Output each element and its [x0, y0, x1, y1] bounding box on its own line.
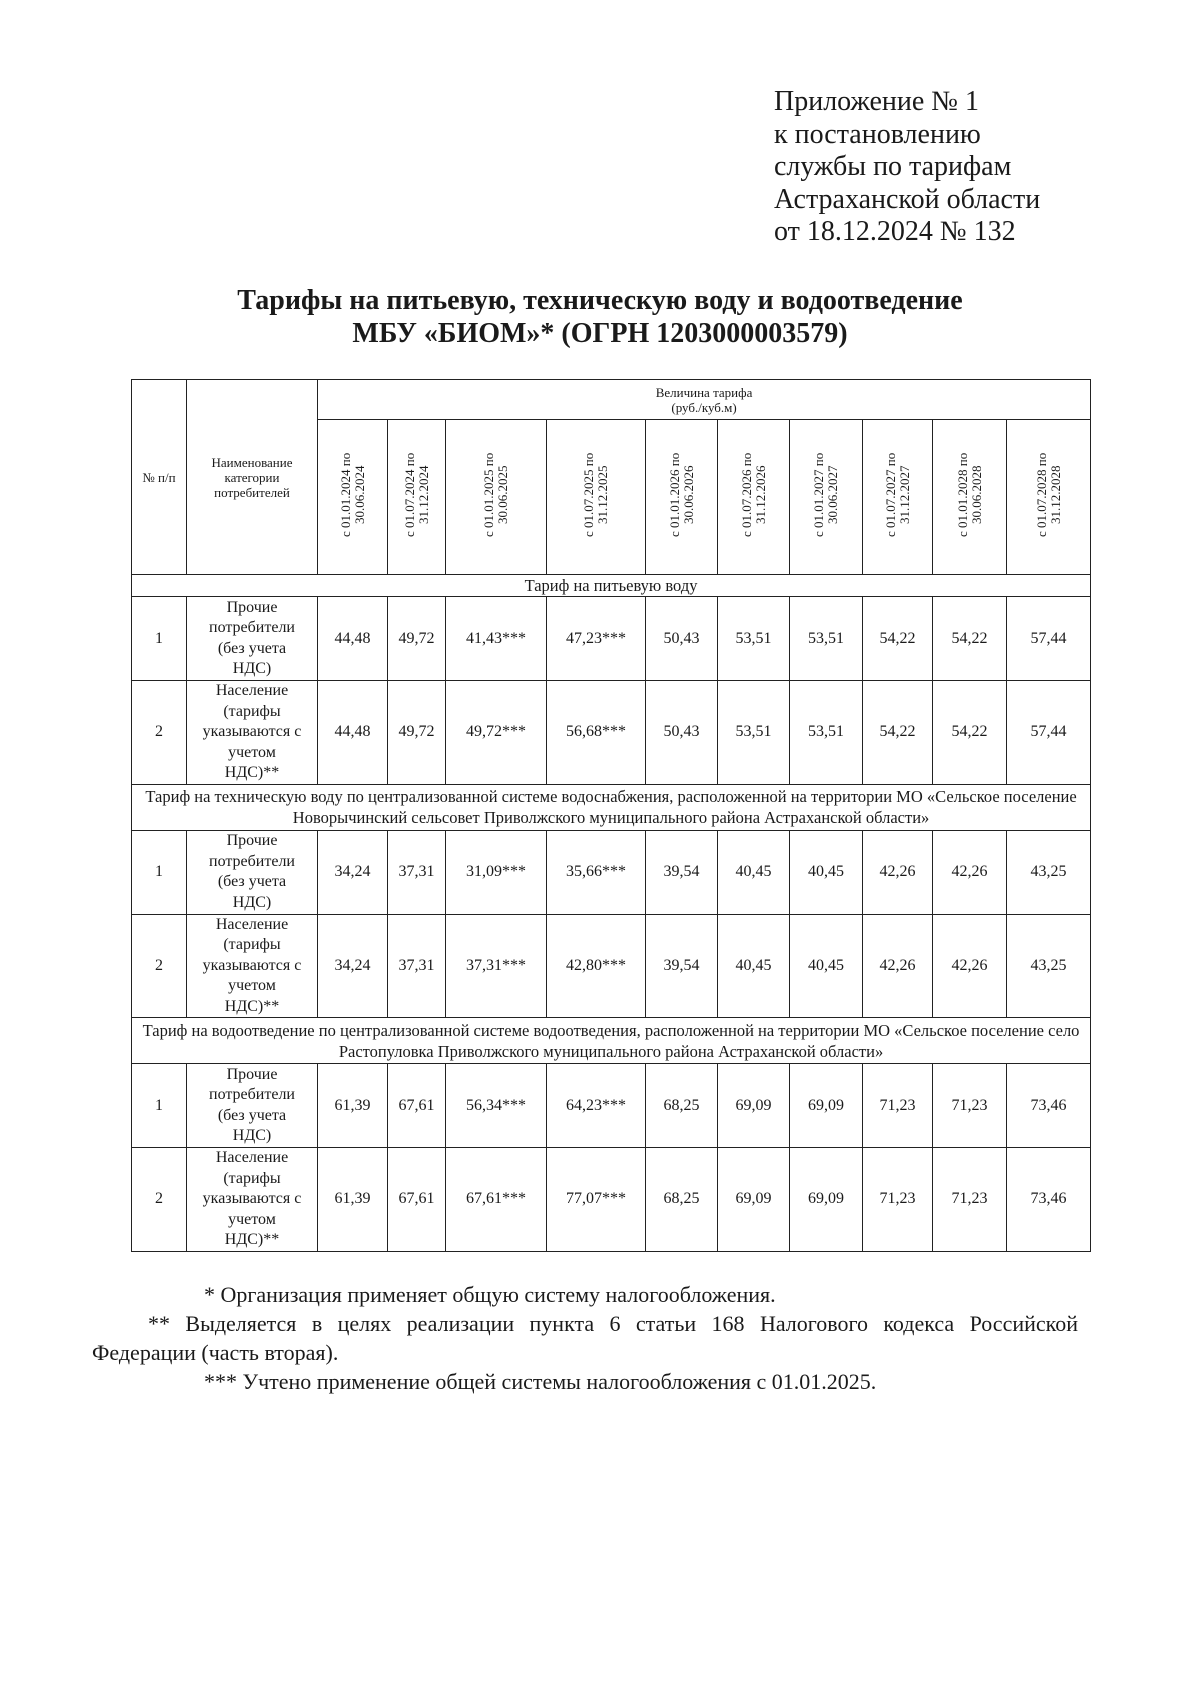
tariff-value: 71,23: [863, 1148, 933, 1252]
tariff-value: 39,54: [646, 830, 718, 914]
tariff-value: 31,09***: [446, 830, 547, 914]
annex-block: [774, 86, 1154, 249]
section-title: Тариф на питьевую воду: [132, 575, 1091, 597]
tariff-value: 43,25: [1007, 914, 1091, 1018]
tariff-value: 69,09: [790, 1148, 863, 1252]
period-label: с 01.07.2025 по 31.12.2025: [581, 452, 610, 537]
tariff-value: 67,61: [388, 1064, 446, 1148]
tariff-value: 54,22: [933, 597, 1007, 681]
row-category: [187, 681, 318, 785]
period-label: с 01.07.2026 по 31.12.2026: [738, 452, 768, 537]
table-row: [132, 597, 1091, 681]
tariff-value: 40,45: [790, 914, 863, 1018]
section-header-row: [132, 575, 1091, 597]
period-header: [1007, 420, 1091, 575]
tariff-value: 71,23: [933, 1064, 1007, 1148]
row-number: 2: [132, 681, 187, 785]
tariff-value: 56,34***: [446, 1064, 547, 1148]
tariff-value: 68,25: [646, 1148, 718, 1252]
tariff-value: 71,23: [933, 1148, 1007, 1252]
category-text: Прочие потребители (без учета НДС): [209, 1065, 295, 1144]
tariff-value: 40,45: [790, 830, 863, 914]
tariff-value: 54,22: [863, 681, 933, 785]
tariff-value: 69,09: [718, 1148, 790, 1252]
tariff-value: 37,31: [388, 914, 446, 1018]
tariff-value: 54,22: [933, 681, 1007, 785]
table-row: [132, 681, 1091, 785]
category-text: Прочие потребители (без учета НДС): [209, 598, 295, 677]
annex-line: от 18.12.2024 № 132: [774, 216, 1016, 247]
tariff-value: 67,61***: [446, 1148, 547, 1252]
period-label: с 01.07.2027 по 31.12.2027: [882, 452, 912, 537]
period-label: с 01.01.2025 по 30.06.2025: [481, 452, 510, 537]
title-line-2: МБУ «БИОМ»* (ОГРН 1203000003579): [352, 318, 848, 349]
column-header-number: № п/п: [132, 380, 187, 575]
section-title: Тариф на техническую воду по централизованной системе водоснабжения, расположенной на территории МО «Сельское поселение Новорычинский сельсовет Приволжского муниципального района Астраханской области»: [132, 784, 1091, 830]
period-header: [718, 420, 790, 575]
period-label: с 01.01.2024 по 30.06.2024: [337, 452, 367, 537]
tariff-value: 50,43: [646, 597, 718, 681]
row-number: 1: [132, 830, 187, 914]
annex-line: к постановлению: [774, 118, 981, 150]
table-row: [132, 830, 1091, 914]
tariff-value: 49,72: [388, 681, 446, 785]
tariff-value: 57,44: [1007, 681, 1091, 785]
tariff-value: 64,23***: [547, 1064, 646, 1148]
tariff-value: 43,25: [1007, 830, 1091, 914]
period-label: с 01.07.2028 по 31.12.2028: [1033, 452, 1063, 537]
section-header-row: [132, 1018, 1091, 1064]
section-title: Тариф на водоотведение по централизованной системе водоотведения, расположенной на территории МО «Сельское поселение село Растопуловка Приволжского муниципального района Астраханской области»: [132, 1018, 1091, 1064]
tariff-value: 49,72: [388, 597, 446, 681]
tariff-value: 37,31: [388, 830, 446, 914]
period-header: [646, 420, 718, 575]
period-header: [318, 420, 388, 575]
row-category: [187, 1064, 318, 1148]
table-row: [132, 914, 1091, 1018]
tariff-value: 35,66***: [547, 830, 646, 914]
tariff-value: 34,24: [318, 830, 388, 914]
tariff-value: 42,26: [933, 914, 1007, 1018]
tariff-value: 61,39: [318, 1148, 388, 1252]
tariff-value: 39,54: [646, 914, 718, 1018]
period-header: [790, 420, 863, 575]
title-line-1: Тарифы на питьевую, техническую воду и водоотведение: [237, 285, 963, 316]
tariff-value: 42,26: [863, 830, 933, 914]
tariff-table: [131, 379, 1091, 1252]
tariff-value: 69,09: [790, 1064, 863, 1148]
tariff-value: 54,22: [863, 597, 933, 681]
tariff-value: 61,39: [318, 1064, 388, 1148]
tariff-value: 73,46: [1007, 1148, 1091, 1252]
tariff-value: 69,09: [718, 1064, 790, 1148]
period-label: с 01.07.2024 по 31.12.2024: [401, 452, 431, 537]
footnotes: [92, 1280, 1078, 1396]
tariff-value: 57,44: [1007, 597, 1091, 681]
period-label: с 01.01.2026 по 30.06.2026: [666, 452, 696, 537]
period-header: [863, 420, 933, 575]
category-text: Прочие потребители (без учета НДС): [209, 832, 295, 911]
category-text: Население (тарифы указываются с учетом НДС)**: [202, 1149, 302, 1248]
tariff-value: 42,26: [933, 830, 1007, 914]
row-number: 1: [132, 1064, 187, 1148]
tariff-value: 40,45: [718, 914, 790, 1018]
annex-line: Приложение № 1: [774, 86, 979, 117]
row-number: 1: [132, 597, 187, 681]
tariff-value: 53,51: [790, 597, 863, 681]
row-category: [187, 914, 318, 1018]
tariff-value: 73,46: [1007, 1064, 1091, 1148]
tariff-value: 49,72***: [446, 681, 547, 785]
category-text: Население (тарифы указываются с учетом НДС)**: [202, 915, 302, 1015]
column-header-category: Наименование категории потребителей: [187, 380, 318, 575]
tariff-value: 77,07***: [547, 1148, 646, 1252]
tariff-value: 53,51: [718, 681, 790, 785]
footnote-2: ** Выделяется в целях реализации пункта 6 статьи 168 Налогового кодекса Российской Федерации (часть вторая).: [92, 1311, 1078, 1365]
period-label: с 01.01.2028 по 30.06.2028: [954, 452, 984, 537]
tariff-value: 44,48: [318, 597, 388, 681]
table-row: [132, 1148, 1091, 1252]
table-row: [132, 1064, 1091, 1148]
row-number: 2: [132, 1148, 187, 1252]
tariff-value: 40,45: [718, 830, 790, 914]
tariff-value: 44,48: [318, 681, 388, 785]
footnote-1: * Организация применяет общую систему налогообложения.: [204, 1282, 776, 1307]
row-number: 2: [132, 914, 187, 1018]
tariff-value: 53,51: [718, 597, 790, 681]
tariff-value: 50,43: [646, 681, 718, 785]
tariff-value: 68,25: [646, 1064, 718, 1148]
tariff-value: 41,43***: [446, 597, 547, 681]
section-header-row: [132, 784, 1091, 830]
column-header-tariff: Величина тарифа (руб./куб.м): [318, 380, 1091, 420]
period-label: с 01.01.2027 по 30.06.2027: [811, 452, 840, 537]
tariff-value: 42,80***: [547, 914, 646, 1018]
tariff-value: 47,23***: [547, 597, 646, 681]
tariff-value: 53,51: [790, 681, 863, 785]
tariff-value: 34,24: [318, 914, 388, 1018]
annex-line: службы по тарифам: [774, 151, 1012, 182]
row-category: [187, 830, 318, 914]
tariff-value: 56,68***: [547, 681, 646, 785]
period-header: [388, 420, 446, 575]
annex-line: Астраханской области: [774, 183, 1041, 215]
category-text: Население (тарифы указываются с учетом НДС)**: [202, 682, 302, 781]
document-title: [0, 284, 1200, 350]
period-header: [547, 420, 646, 575]
period-header: [933, 420, 1007, 575]
row-category: [187, 1148, 318, 1252]
row-category: [187, 597, 318, 681]
tariff-value: 67,61: [388, 1148, 446, 1252]
tariff-value: 37,31***: [446, 914, 547, 1018]
period-header: [446, 420, 547, 575]
footnote-3: *** Учтено применение общей системы налогообложения с 01.01.2025.: [204, 1369, 877, 1394]
tariff-value: 71,23: [863, 1064, 933, 1148]
tariff-value: 42,26: [863, 914, 933, 1018]
header-row-top: [132, 380, 1091, 420]
